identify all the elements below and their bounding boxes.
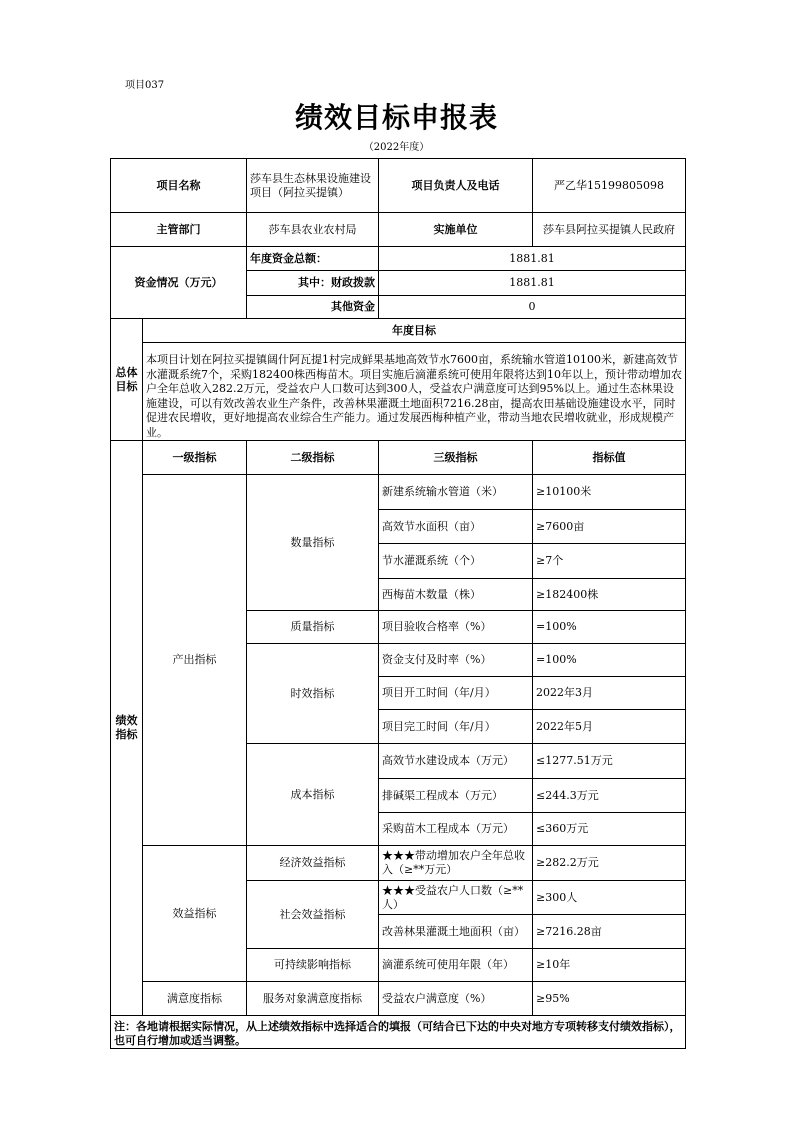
report-year: （2022年度） bbox=[363, 142, 430, 153]
l2-social: 社会效益指标 bbox=[247, 881, 379, 949]
indicator-value: ≥7216.28亩 bbox=[533, 915, 686, 949]
indicator-name: 高效节水面积（亩） bbox=[379, 510, 533, 544]
l1-output: 产出指标 bbox=[143, 475, 247, 846]
indicator-name: 项目完工时间（年/月） bbox=[379, 710, 533, 744]
indicator-name: ★★★带动增加农户全年总收入（≥**万元） bbox=[379, 846, 533, 881]
indicator-name: ★★★受益农户人口数（≥**人） bbox=[379, 881, 533, 915]
annual-goal-text: 本项目计划在阿拉买提镇阔什阿瓦提1村完成鲜果基地高效节水7600亩，系统输水管道10100米，新建高效节水灌溉系统7个，采购182400株西梅苗木。项目实施后滴灌系统可使用年限将达到10年以上，预计带动增加农户全年总收入282.2万元，受益农户人口数可达到300人，受益农户满意度可达到95%以上。通过生态林果设施建设，可以有效改善农业生产条件，改善林果灌溉土地面积7216.28亩，提高农田基础设施建设水平，同时促进农民增收，更好地提高农业综合生产能力。通过发展西梅种植产业，带动当地农民增收就业，形成规模产业。 bbox=[143, 343, 686, 441]
header-l3: 三级指标 bbox=[379, 441, 533, 475]
dept-value: 莎车县农业农村局 bbox=[247, 213, 379, 247]
l2-quality: 质量指标 bbox=[247, 611, 379, 644]
funds-fiscal-label: 其中：财政拨款 bbox=[247, 271, 379, 296]
header-value: 指标值 bbox=[533, 441, 686, 475]
funds-other-value: 0 bbox=[379, 296, 686, 319]
indicator-value: ≥182400株 bbox=[533, 579, 686, 611]
header-l2: 二级指标 bbox=[247, 441, 379, 475]
funds-label: 资金情况（万元） bbox=[111, 247, 247, 319]
indicator-name: 改善林果灌溉土地面积（亩） bbox=[379, 915, 533, 949]
page-title: 绩效目标申报表 bbox=[294, 101, 498, 134]
l2-economic: 经济效益指标 bbox=[247, 846, 379, 881]
indicator-value: =100% bbox=[533, 644, 686, 677]
indicator-value: 2022年3月 bbox=[533, 677, 686, 710]
overall-goal-label: 总体目标 bbox=[111, 319, 143, 441]
annual-goal-header: 年度目标 bbox=[143, 319, 686, 343]
unit-value: 莎车县阿拉买提镇人民政府 bbox=[533, 213, 686, 247]
project-code: 项目037 bbox=[125, 80, 165, 91]
indicator-name: 项目验收合格率（%） bbox=[379, 611, 533, 644]
footnote: 注：各地请根据实际情况，从上述绩效指标中选择适合的填报（可结合已下达的中央对地方专项转移支付绩效指标），也可自行增加或适当调整。 bbox=[111, 1016, 686, 1049]
indicator-name: 排碱渠工程成本（万元） bbox=[379, 779, 533, 813]
indicator-name: 资金支付及时率（%） bbox=[379, 644, 533, 677]
indicator-value: =100% bbox=[533, 611, 686, 644]
indicator-value: ≥300人 bbox=[533, 881, 686, 915]
project-name-value: 莎车县生态林果设施建设项目（阿拉买提镇） bbox=[247, 159, 379, 213]
l1-benefit: 效益指标 bbox=[143, 846, 247, 982]
project-name-label: 项目名称 bbox=[111, 159, 247, 213]
indicator-name: 高效节水建设成本（万元） bbox=[379, 744, 533, 779]
funds-total-label: 年度资金总额： bbox=[247, 247, 379, 271]
indicator-value: ≥95% bbox=[533, 982, 686, 1016]
indicator-name: 项目开工时间（年/月） bbox=[379, 677, 533, 710]
unit-label: 实施单位 bbox=[379, 213, 533, 247]
l2-cost: 成本指标 bbox=[247, 744, 379, 846]
indicator-value: ≤360万元 bbox=[533, 813, 686, 846]
header-l1: 一级指标 bbox=[143, 441, 247, 475]
l2-service-satisfaction: 服务对象满意度指标 bbox=[247, 982, 379, 1016]
indicator-name: 采购苗木工程成本（万元） bbox=[379, 813, 533, 846]
indicator-value: ≤244.3万元 bbox=[533, 779, 686, 813]
funds-other-label: 其他资金 bbox=[247, 296, 379, 319]
l1-satisfaction: 满意度指标 bbox=[143, 982, 247, 1016]
funds-total-value: 1881.81 bbox=[379, 247, 686, 271]
dept-label: 主管部门 bbox=[111, 213, 247, 247]
indicator-name: 滴灌系统可使用年限（年） bbox=[379, 949, 533, 982]
indicator-value: ≥10100米 bbox=[533, 475, 686, 510]
performance-form-table bbox=[110, 158, 686, 1049]
indicator-value: ≥282.2万元 bbox=[533, 846, 686, 881]
l2-timeliness: 时效指标 bbox=[247, 644, 379, 744]
l2-sustainable: 可持续影响指标 bbox=[247, 949, 379, 982]
owner-value: 严乙华15199805098 bbox=[533, 159, 686, 213]
indicator-value: ≤1277.51万元 bbox=[533, 744, 686, 779]
indicator-value: 2022年5月 bbox=[533, 710, 686, 744]
indicator-name: 西梅苗木数量（株） bbox=[379, 579, 533, 611]
indicator-name: 节水灌溉系统（个） bbox=[379, 544, 533, 579]
indicator-value: ≥10年 bbox=[533, 949, 686, 982]
l2-quantity: 数量指标 bbox=[247, 475, 379, 611]
indicator-name: 受益农户满意度（%） bbox=[379, 982, 533, 1016]
perf-label: 绩效指标 bbox=[111, 441, 143, 1016]
indicator-value: ≥7个 bbox=[533, 544, 686, 579]
funds-fiscal-value: 1881.81 bbox=[379, 271, 686, 296]
owner-label: 项目负责人及电话 bbox=[379, 159, 533, 213]
indicator-value: ≥7600亩 bbox=[533, 510, 686, 544]
indicator-name: 新建系统输水管道（米） bbox=[379, 475, 533, 510]
